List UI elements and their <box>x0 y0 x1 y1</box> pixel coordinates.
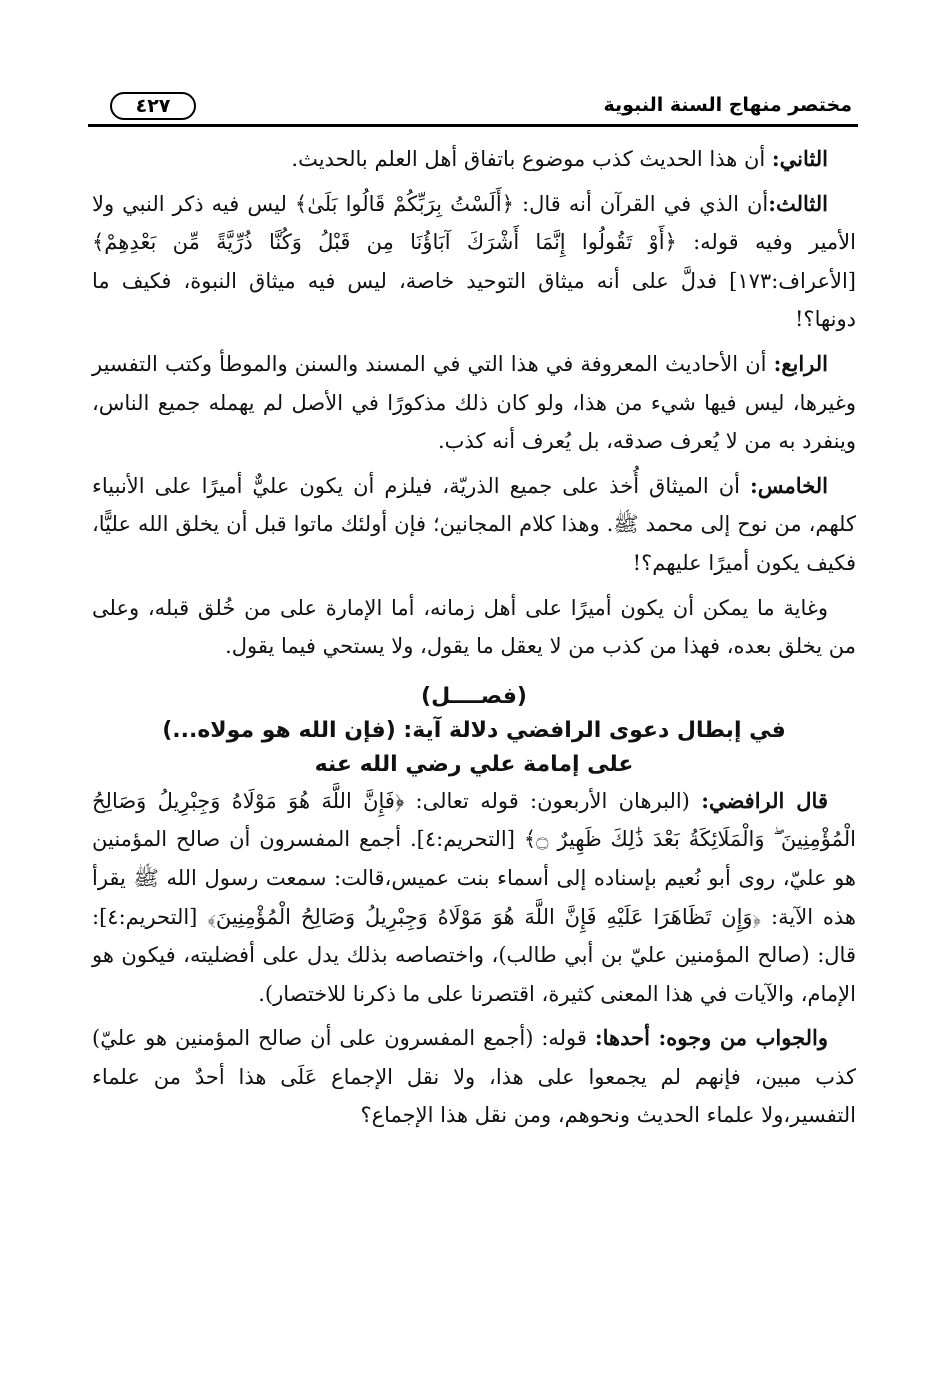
paragraph-fifth <box>92 467 856 583</box>
page-number-badge <box>110 92 196 120</box>
section-label: (فصــــل) <box>421 683 527 709</box>
page-number: ٤٢٧ <box>135 95 171 117</box>
paragraph-lead: قال الرافضي: <box>701 787 828 813</box>
paragraph-lead: الثاني: <box>771 146 828 171</box>
paragraph-text: أن الأحاديث المعروفة في هذا التي في المسند والسنن والموطأ وكتب التفسير وغيرها، ليس فيها شيء من هذا، ولو كان ذلك مذكورًا في الأصل لم يهمله جميع الناس، وينفرد به من لا يُعرف صدقه، بل يُعرف أنه كذب. <box>92 351 856 454</box>
section-title-line-1: في إبطال دعوى الرافضي دلالة آية: (فإن الله هو مولاه...) <box>162 717 786 743</box>
section-heading <box>92 680 856 782</box>
running-title: مختصر منهاج السنة النبوية <box>603 94 852 116</box>
paragraph-lead: والجواب من وجوه: أحدها: <box>594 1025 829 1051</box>
paragraph-lead: الثالث: <box>768 190 828 216</box>
paragraph-lead: الخامس: <box>750 472 828 498</box>
paragraph-text: أن الميثاق أُخذ على جميع الذريّة، فيلزم أن يكون عليٌّ أميرًا على الأنبياء كلهم، من نوح إلى محمد ﷺ. وهذا كلام المجانين؛ فإن أولئك ماتوا قبل أن يخلق الله عليًّا، فكيف يكون أميرًا عليهم؟! <box>92 473 856 575</box>
header-rule <box>88 124 858 127</box>
paragraph-text: (البرهان الأربعون: قوله تعالى: ﴿فَإِنَّ اللَّهَ هُوَ مَوْلَاهُ وَجِبْرِيلُ وَصَالِحُ الْمُؤْمِنِينَ ۖ وَالْمَلَائِكَةُ بَعْدَ ذَٰلِكَ ظَهِيرٌ ۝﴾ [التحريم:٤]. أجمع المفسرون أن صالح المؤمنين هو عليّ، روى أبو نُعيم بإسناده إلى أسماء بنت عميس،قالت: سمعت رسول الله ﷺ يقرأ هذه الآية: ﴿وَإِن تَظَاهَرَا عَلَيْهِ فَإِنَّ اللَّهَ هُوَ مَوْلَاهُ وَجِبْرِيلُ وَصَالِحُ الْمُؤْمِنِينَ﴾ [التحريم:٤]: قال: (صالح المؤمنين عليّ بن أبي طالب)، واختصاصه بذلك يدل على أفضليته، فيكون هو الإمام، والآيات في هذا المعنى كثيرة، اقتصرنا على ما ذكرنا للاختصار). <box>92 788 856 1006</box>
paragraph-text: قوله: (أجمع المفسرون على أن صالح المؤمنين هو عليّ) كذب مبين، فإنهم لم يجمعوا على هذا، ولا نقل الإجماع عَلَى هذا أحدٌ من علماء التفسير،ولا علماء الحديث ونحوهم، ومن نقل هذا الإجماع؟ <box>92 1026 856 1128</box>
paragraph-second <box>92 140 856 179</box>
paragraph-conclusion <box>92 589 856 666</box>
paragraph-fourth <box>92 345 856 461</box>
paragraph-text: وغاية ما يمكن أن يكون أميرًا على أهل زمانه، أما الإمارة على من خُلق قبله، وعلى من يخلق بعده، فهذا من كذب من لا يعقل ما يقول، ولا يستحي فيما يقول. <box>92 595 856 659</box>
paragraph-lead: الرابع: <box>773 350 828 376</box>
page-header <box>88 86 858 130</box>
paragraph-text: أن الذي في القرآن أنه قال: ﴿أَلَسْتُ بِرَبِّكُمْ قَالُوا بَلَىٰ﴾ ليس فيه ذكر النبي ولا الأمير وفيه قوله: ﴿أَوْ تَقُولُوا إِنَّمَا أَشْرَكَ آبَاؤُنَا مِن قَبْلُ وَكُنَّا ذُرِّيَّةً مِّن بَعْدِهِمْ﴾ [الأعراف:١٧٣] فدلَّ على أنه ميثاق التوحيد خاصة، ليس فيه ميثاق النبوة، فكيف ما دونها؟! <box>92 191 856 332</box>
paragraph-response <box>92 1019 856 1135</box>
paragraph-text: أن هذا الحديث كذب موضوع باتفاق أهل العلم بالحديث. <box>291 147 772 171</box>
body-text <box>92 140 856 1141</box>
paragraph-rafidi-claim <box>92 782 856 1014</box>
section-title-line-2: على إمامة علي رضي الله عنه <box>314 751 634 777</box>
paragraph-third <box>92 185 856 339</box>
